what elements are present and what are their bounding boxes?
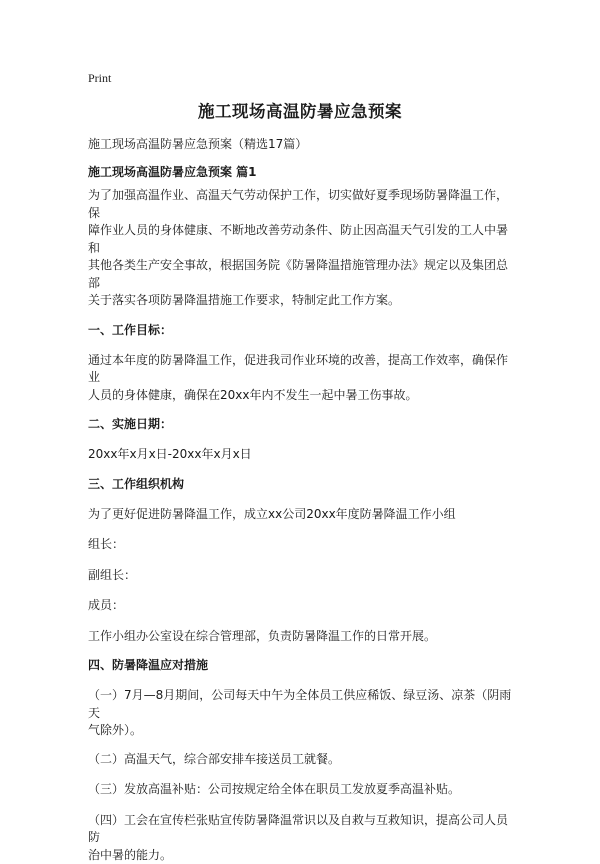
document-subtitle: 施工现场高温防暑应急预案（精选17篇） (88, 135, 512, 153)
intro-paragraph (88, 187, 512, 310)
measure-line: （四）工会在宣传栏张贴宣传防暑降温常识以及自救与互救知识，提高公司人员防 (88, 812, 512, 847)
measure-line: 治中暑的能力。 (88, 847, 512, 864)
section1-line: 人员的身体健康，确保在20xx年内不发生一起中暑工伤事故。 (88, 387, 512, 405)
section1-heading: 一、工作目标： (88, 321, 512, 339)
intro-line: 其他各类生产安全事故，根据国务院《防暑降温措施管理办法》规定以及集团总部 (88, 257, 512, 292)
group-leader: 组长： (88, 536, 512, 554)
section3-intro: 为了更好促进防暑降温工作，成立xx公司20xx年度防暑降温工作小组 (88, 506, 512, 524)
section2-heading: 二、实施日期： (88, 415, 512, 433)
print-label[interactable]: Print (88, 70, 512, 86)
group-members: 成员： (88, 597, 512, 615)
implementation-dates: 20xx年x月x日-20xx年x月x日 (88, 446, 512, 464)
section1-line: 通过本年度的防暑降温工作，促进我司作业环境的改善，提高工作效率，确保作业 (88, 352, 512, 387)
measure-line: 气除外）。 (88, 722, 512, 740)
section1-paragraph (88, 352, 512, 405)
measure-item-2: （二）高温天气，综合部安排车接送员工就餐。 (88, 751, 512, 769)
intro-line: 关于落实各项防暑降温措施工作要求，特制定此工作方案。 (88, 292, 512, 310)
measure-item-1 (88, 687, 512, 740)
measure-line: （一）7月—8月期间，公司每天中午为全体员工供应稀饭、绿豆汤、凉茶（阴雨天 (88, 687, 512, 722)
group-office: 工作小组办公室设在综合管理部，负责防暑降温工作的日常开展。 (88, 628, 512, 646)
intro-line: 障作业人员的身体健康、不断地改善劳动条件、防止因高温天气引发的工人中暑和 (88, 222, 512, 257)
section4-heading: 四、防暑降温应对措施 (88, 656, 512, 674)
document-title: 施工现场高温防暑应急预案 (88, 100, 512, 124)
section3-heading: 三、工作组织机构 (88, 475, 512, 493)
article-heading: 施工现场高温防暑应急预案 篇1 (88, 163, 512, 181)
group-deputy-leader: 副组长： (88, 567, 512, 585)
measure-item-4 (88, 812, 512, 864)
intro-line: 为了加强高温作业、高温天气劳动保护工作，切实做好夏季现场防暑降温工作，保 (88, 187, 512, 222)
measure-item-3: （三）发放高温补贴：公司按规定给全体在职员工发放夏季高温补贴。 (88, 781, 512, 799)
